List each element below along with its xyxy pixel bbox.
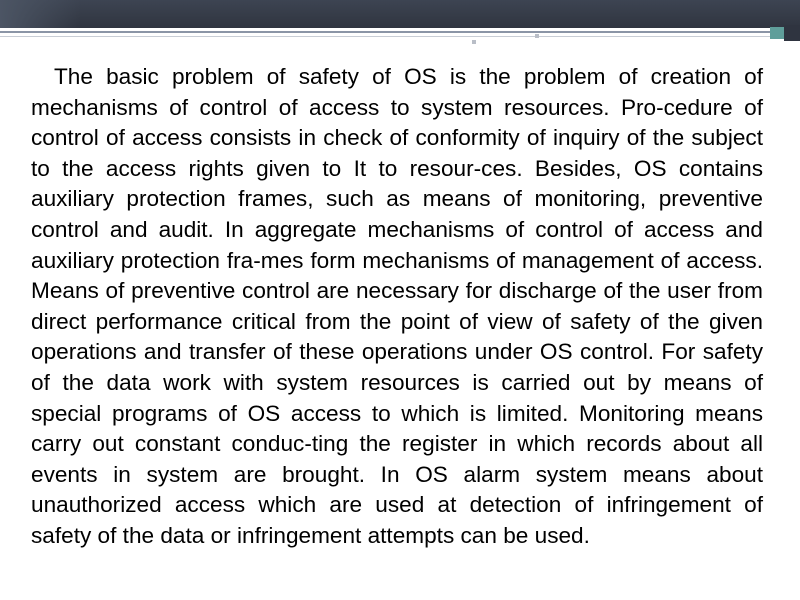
decorative-square [535, 34, 539, 38]
header-band [0, 0, 800, 28]
decorative-square [472, 40, 476, 44]
body-paragraph: The basic problem of safety of OS is the problem of creation of mechanisms of control of access to system resources. Pro-cedure of control of access consists in check of conformity of inquiry of the subject to the access rights given to It to resour-ces. Besides, OS contains auxiliary protection frames, such as means of monitoring, preventive control and audit. In aggregate mechanisms of control of access and auxiliary protection fra-mes form mechanisms of management of access. Means of preventive control are necessary for discharge of the user from direct performance critical from the point of view of safety of the given operations and transfer of these operations under OS control. For safety of the data work with system resources is carried out by means of special programs of OS access to which is limited. Monitoring means carry out constant conduc-ting the register in which records about all events in system are brought. In OS alarm system means about unauthorized access which are used at detection of infringement of safety of the data or infringement attempts can be used. [31, 64, 763, 548]
header-accent-line [0, 31, 800, 33]
header-accent-line-thin [0, 36, 800, 37]
header-band-highlight [0, 0, 80, 28]
corner-dark-marker [784, 25, 800, 41]
